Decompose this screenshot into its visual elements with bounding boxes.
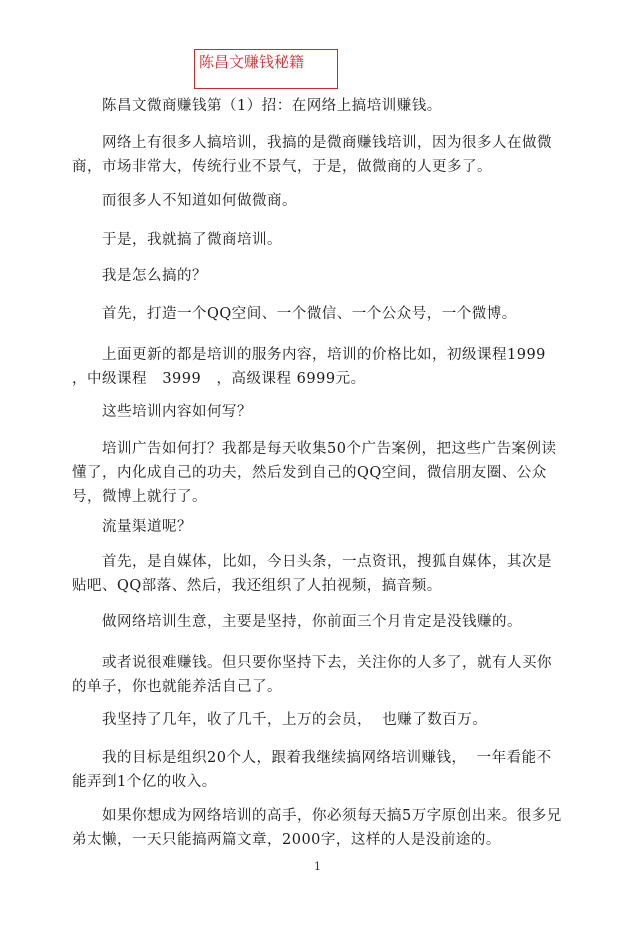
paragraph: 上面更新的都是培训的服务内容，培训的价格比如，初级课程1999 ，中级课程 3999 ，高级课程 6999元。 [72,347,562,387]
paragraph: 我坚持了几年，收了几千，上万的会员， 也赚了数百万。 [102,712,488,728]
paragraph: 培训广告如何打？我都是每天收集50个广告案例，把这些广告案例读懂了，内化成自己的功夫，然后发到自己的QQ空间，微信朋友圈、公众号，微博上就行了。 [72,441,557,505]
page-number: 1 [314,860,321,873]
paragraph: 我是怎么搞的？ [102,268,207,284]
paragraph: 于是，我就搞了微商培训。 [102,232,282,248]
paragraph: 或者说很难赚钱。但只要你坚持下去，关注你的人多了，就有人买你的单子，你也就能养活自己了。 [72,655,552,695]
paragraph: 这些培训内容如何写？ [102,404,252,420]
paragraph: 首先，打造一个QQ空间、一个微信、一个公众号，一个微博。 [102,306,517,322]
title-stamp: 陈昌文赚钱秘籍 [194,49,338,89]
paragraph: 陈昌文微商赚钱第（1）招：在网络上搞培训赚钱。 [102,98,442,114]
paragraph: 而很多人不知道如何做微商。 [102,193,297,209]
paragraph: 我的目标是组织20个人，跟着我继续搞网络培训赚钱， 一年看能不能弄到1个亿的收入。 [72,750,552,790]
paragraph: 流量渠道呢？ [102,519,192,535]
paragraph: 如果你想成为网络培训的高手，你必须每天搞5万字原创出来。很多兄弟太懒，一天只能搞两篇文章，2000字，这样的人是没前途的。 [72,808,562,848]
paragraph: 首先，是自媒体，比如，今日头条，一点资讯，搜狐自媒体，其次是贴吧、QQ部落、然后，我还组织了人拍视频，搞音频。 [72,554,552,594]
paragraph: 做网络培训生意，主要是坚持，你前面三个月肯定是没钱赚的。 [102,614,522,630]
paragraph: 网络上有很多人搞培训，我搞的是微商赚钱培训，因为很多人在做微商，市场非常大，传统行业不景气，于是，做微商的人更多了。 [72,135,552,175]
